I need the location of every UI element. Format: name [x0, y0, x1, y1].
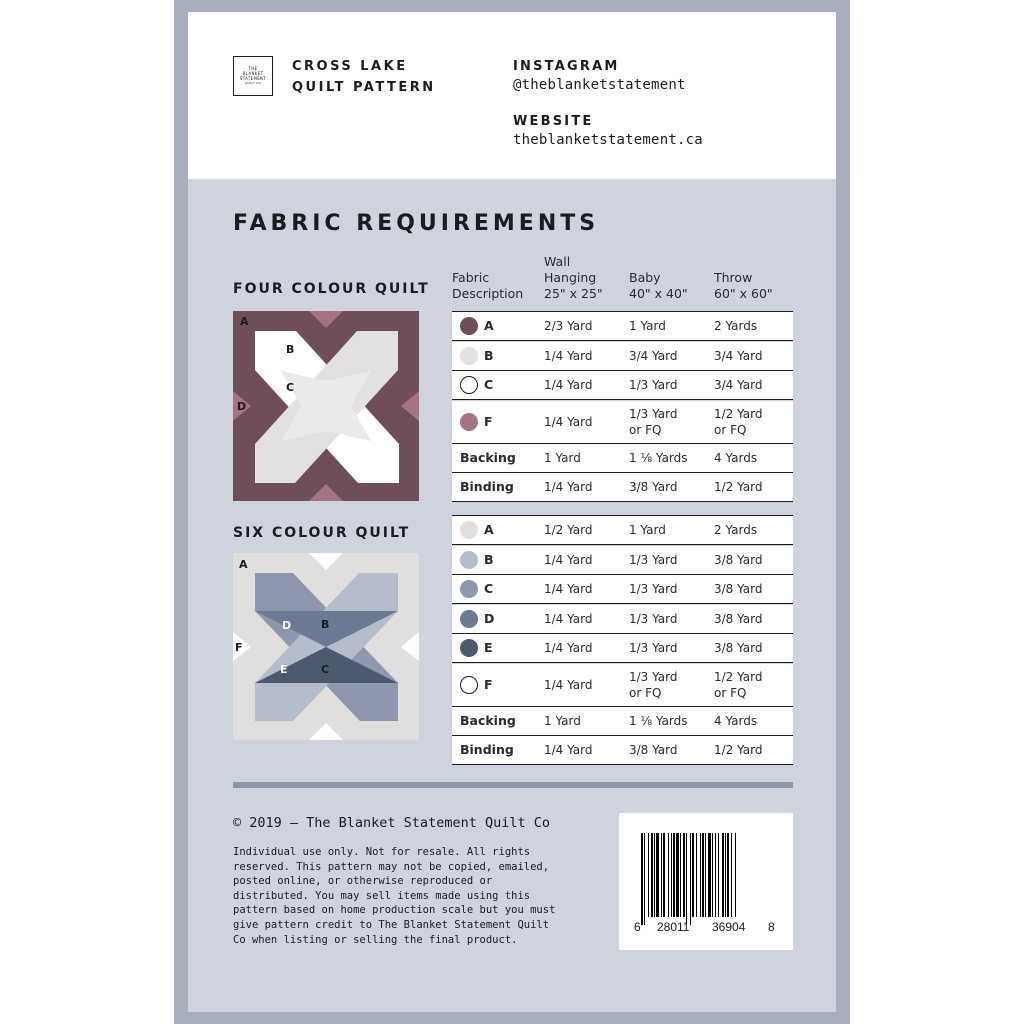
table-cell	[714, 707, 757, 735]
table-cell	[714, 664, 763, 706]
barcode-digit: 28011	[657, 920, 690, 934]
barcode	[619, 813, 793, 950]
cell-line: 1 Yard	[629, 523, 666, 537]
barcode-bar	[671, 833, 672, 917]
table-cell	[544, 575, 593, 603]
diagram-letter: A	[240, 315, 249, 328]
table-row	[452, 312, 793, 341]
pattern-title-line-1: CROSS LAKE	[292, 59, 408, 74]
cell-line: 4 Yards	[714, 713, 758, 728]
barcode-bar	[700, 833, 701, 917]
table-cell	[629, 634, 678, 662]
table-cell	[544, 634, 593, 662]
section-title: FABRIC REQUIREMENTS	[233, 211, 600, 236]
fabric-letter: D	[484, 610, 495, 626]
table-row	[452, 575, 793, 604]
cell-line: 1/4 Yard	[544, 641, 593, 655]
table-cell	[544, 401, 593, 443]
barcode-bar	[735, 833, 736, 917]
table-cell	[544, 707, 581, 735]
table-cell	[714, 401, 763, 443]
logo-line: THE	[248, 66, 258, 71]
barcode-bar	[696, 833, 697, 917]
cell-line: 1/3 Yard	[629, 406, 678, 421]
cell-line: 3/8 Yard	[714, 552, 763, 567]
table-cell	[629, 444, 688, 472]
cell-line: 1 Yard	[544, 713, 581, 728]
website-url: theblanketstatement.ca	[513, 132, 703, 148]
swatch-icon	[460, 376, 478, 394]
cell-line: 3/4 Yard	[714, 348, 763, 363]
table-cell	[629, 342, 678, 370]
swatch-icon	[460, 639, 478, 657]
table-cell	[544, 664, 593, 706]
table-row	[452, 516, 793, 545]
table-cell	[544, 736, 593, 764]
barcode-bar	[715, 833, 716, 917]
column-header-throw	[714, 270, 773, 302]
cell-line: 1/2 Yard	[544, 523, 593, 537]
instagram-handle: @theblanketstatement	[513, 77, 686, 93]
table-row	[452, 473, 793, 502]
diagram-letter: F	[235, 641, 243, 654]
swatch-icon	[460, 317, 478, 335]
logo-line: STATEMENT	[239, 76, 267, 81]
cell-line: 1/3 Yard	[629, 641, 678, 655]
swatch-icon	[460, 610, 478, 628]
table-row	[452, 371, 793, 400]
six-colour-label: SIX COLOUR QUILT	[233, 525, 411, 541]
cell-line: 4 Yards	[714, 450, 758, 465]
table-cell	[714, 342, 763, 370]
cell-line: 1/3 Yard	[629, 378, 678, 392]
cell-line: 1/4 Yard	[544, 677, 593, 692]
table-cell	[714, 736, 763, 764]
table-row	[452, 444, 793, 473]
table-cell	[714, 371, 763, 399]
table-cell	[629, 546, 678, 574]
table-cell	[629, 401, 678, 443]
cell-line: 1/3 Yard	[629, 582, 678, 596]
diagram-letter: A	[239, 558, 248, 571]
barcode-bar	[654, 833, 655, 917]
column-header-wall	[544, 254, 603, 302]
fabric-name: Backing	[460, 712, 516, 728]
fabric-name: Binding	[460, 479, 514, 494]
cell-line: 3/8 Yard	[629, 480, 678, 494]
diagram-letter: B	[286, 343, 295, 356]
fabric-letter: C	[484, 581, 494, 596]
cell-line: 1 ⅛ Yards	[629, 450, 688, 465]
table-cell	[544, 473, 593, 501]
barcode-bar	[712, 833, 713, 917]
cell-line: 1/2 Yard	[714, 480, 763, 494]
four-colour-label: FOUR COLOUR QUILT	[233, 281, 430, 297]
table-cell	[714, 312, 757, 340]
cell-line: 2 Yards	[714, 523, 758, 537]
table-cell	[629, 312, 666, 340]
fabric-letter: F	[484, 413, 493, 429]
cell-line: 3/8 Yard	[629, 743, 678, 757]
table-row	[452, 342, 793, 371]
barcode-bar	[648, 833, 649, 917]
header-line: Throw	[714, 270, 753, 285]
table-cell	[544, 516, 593, 544]
logo-line: QUILT CO	[244, 81, 262, 85]
diagram-letter: C	[321, 663, 330, 676]
header-line: Baby	[629, 270, 661, 285]
fabric-letter: A	[484, 522, 494, 537]
cell-line: or FQ	[714, 685, 747, 700]
table-cell	[629, 736, 678, 764]
instagram-label: INSTAGRAM	[513, 59, 620, 74]
cell-line: 3/4 Yard	[629, 348, 678, 363]
swatch-icon	[460, 413, 478, 431]
cell-line: 2 Yards	[714, 319, 758, 333]
barcode-bar	[705, 833, 706, 917]
fabric-name: Backing	[460, 449, 516, 465]
header-line: Hanging	[544, 270, 597, 285]
fabric-name: Binding	[460, 742, 514, 757]
cell-line: 1/4 Yard	[544, 582, 593, 596]
cell-line: 1/2 Yard	[714, 669, 763, 684]
barcode-bar	[702, 833, 704, 917]
barcode-bar	[727, 833, 729, 917]
table-row	[452, 401, 793, 444]
barcode-bar	[731, 833, 732, 917]
cell-line: 3/8 Yard	[714, 641, 763, 655]
swatch-icon	[460, 551, 478, 569]
table-cell	[544, 342, 593, 370]
table-cell	[714, 516, 757, 544]
barcode-bar	[668, 833, 669, 917]
copyright-notice: © 2019 – The Blanket Statement Quilt Co	[233, 815, 550, 831]
diagram-letter: C	[286, 381, 295, 394]
barcode-bar	[661, 833, 662, 917]
barcode-bar	[718, 833, 719, 917]
table-cell	[629, 473, 678, 501]
cell-line: 1/4 Yard	[544, 552, 593, 567]
table-cell	[714, 575, 763, 603]
cell-line: or FQ	[629, 422, 662, 437]
diagram-letter: D	[237, 400, 247, 413]
table-row	[452, 736, 793, 765]
cell-line: 1/2 Yard	[714, 406, 763, 421]
table-cell	[544, 444, 581, 472]
diagram-letter: B	[321, 618, 330, 631]
table-row	[452, 634, 793, 663]
cell-line: 2/3 Yard	[544, 319, 593, 333]
cell-line: 1 Yard	[629, 319, 666, 333]
table-row	[452, 546, 793, 575]
cell-line: 1/4 Yard	[544, 414, 593, 429]
fabric-letter: C	[484, 377, 494, 392]
table-row	[452, 664, 793, 707]
table-cell	[714, 546, 763, 574]
table-cell	[544, 546, 593, 574]
swatch-icon	[460, 580, 478, 598]
table-cell	[714, 605, 763, 633]
table-cell	[714, 444, 757, 472]
column-header-fabric	[452, 270, 523, 302]
barcode-bar	[676, 833, 679, 917]
header-line: 40" x 40"	[629, 286, 688, 301]
barcode-bar	[692, 833, 694, 917]
table-cell	[629, 371, 678, 399]
barcode-bar	[663, 833, 665, 917]
cell-line: 1 ⅛ Yards	[629, 713, 688, 728]
six-colour-quilt-diagram	[233, 553, 419, 740]
table-cell	[544, 312, 593, 340]
cell-line: or FQ	[629, 685, 662, 700]
column-header-baby	[629, 270, 688, 302]
table-cell	[629, 707, 688, 735]
barcode-bar	[651, 833, 653, 917]
header-line: Wall	[544, 254, 571, 269]
table-cell	[629, 664, 678, 706]
barcode-bar	[708, 833, 711, 917]
table-row	[452, 707, 793, 736]
table-cell	[544, 371, 593, 399]
barcode-bar	[641, 833, 643, 925]
fabric-letter: E	[484, 640, 493, 655]
cell-line: 3/8 Yard	[714, 611, 763, 626]
fabric-letter: B	[484, 347, 494, 363]
cell-line: 1/4 Yard	[544, 743, 593, 757]
barcode-digit: 8	[768, 920, 775, 934]
barcode-digit: 36904	[712, 920, 746, 934]
barcode-bar	[683, 833, 685, 917]
pattern-title-line-2: QUILT PATTERN	[292, 80, 436, 95]
barcode-bar	[656, 833, 659, 917]
cell-line: or FQ	[714, 422, 747, 437]
header-line: Fabric	[452, 270, 490, 285]
table-cell	[629, 575, 678, 603]
cell-line: 1/3 Yard	[629, 552, 678, 567]
diagram-letter: E	[280, 663, 288, 676]
brand-logo	[233, 56, 273, 96]
table-row	[452, 605, 793, 634]
cell-line: 1 Yard	[544, 450, 581, 465]
cell-line: 3/8 Yard	[714, 582, 763, 596]
logo-line: BLANKET	[242, 71, 264, 76]
header-line: 25" x 25"	[544, 286, 603, 301]
swatch-icon	[460, 521, 478, 539]
header-line: Description	[452, 286, 524, 301]
cell-line: 1/4 Yard	[544, 611, 593, 626]
barcode-bar	[673, 833, 675, 917]
legal-text: Individual use only. Not for resale. All rights reserved. This pattern may not be copied, emailed, posted online, or otherwise reproduced or distributed. You may sell items made using this pattern based on home production scale but you must give pattern credit to The Blanket Statement Quilt Co when listing or selling the final product.	[233, 846, 556, 946]
barcode-digit: 6	[634, 920, 641, 934]
table-cell	[544, 605, 593, 633]
swatch-icon	[460, 676, 478, 694]
fabric-letter: B	[484, 551, 494, 567]
section-divider	[233, 782, 793, 788]
barcode-bar	[686, 833, 687, 925]
cell-line: 1/3 Yard	[629, 669, 678, 684]
website-label: WEBSITE	[513, 114, 594, 129]
cell-line: 1/3 Yard	[629, 611, 678, 626]
cell-line: 1/4 Yard	[544, 480, 593, 494]
barcode-bar	[725, 833, 726, 917]
table-cell	[714, 473, 763, 501]
cell-line: 1/2 Yard	[714, 743, 763, 757]
swatch-icon	[460, 347, 478, 365]
fabric-letter: F	[484, 676, 493, 692]
four-colour-quilt-diagram	[233, 311, 419, 501]
barcode-bar	[644, 833, 645, 925]
header-line: 60" x 60"	[714, 286, 773, 301]
table-cell	[629, 605, 678, 633]
table-cell	[714, 634, 763, 662]
diagram-letter: D	[282, 619, 292, 632]
cell-line: 1/4 Yard	[544, 348, 593, 363]
barcode-bars	[619, 813, 793, 950]
header-band	[188, 12, 836, 179]
cell-line: 3/4 Yard	[714, 378, 763, 392]
fabric-letter: A	[484, 318, 494, 333]
cell-line: 1/4 Yard	[544, 378, 593, 392]
barcode-bar	[680, 833, 681, 917]
table-cell	[629, 516, 666, 544]
barcode-bar	[690, 833, 691, 925]
barcode-bar	[722, 833, 724, 917]
